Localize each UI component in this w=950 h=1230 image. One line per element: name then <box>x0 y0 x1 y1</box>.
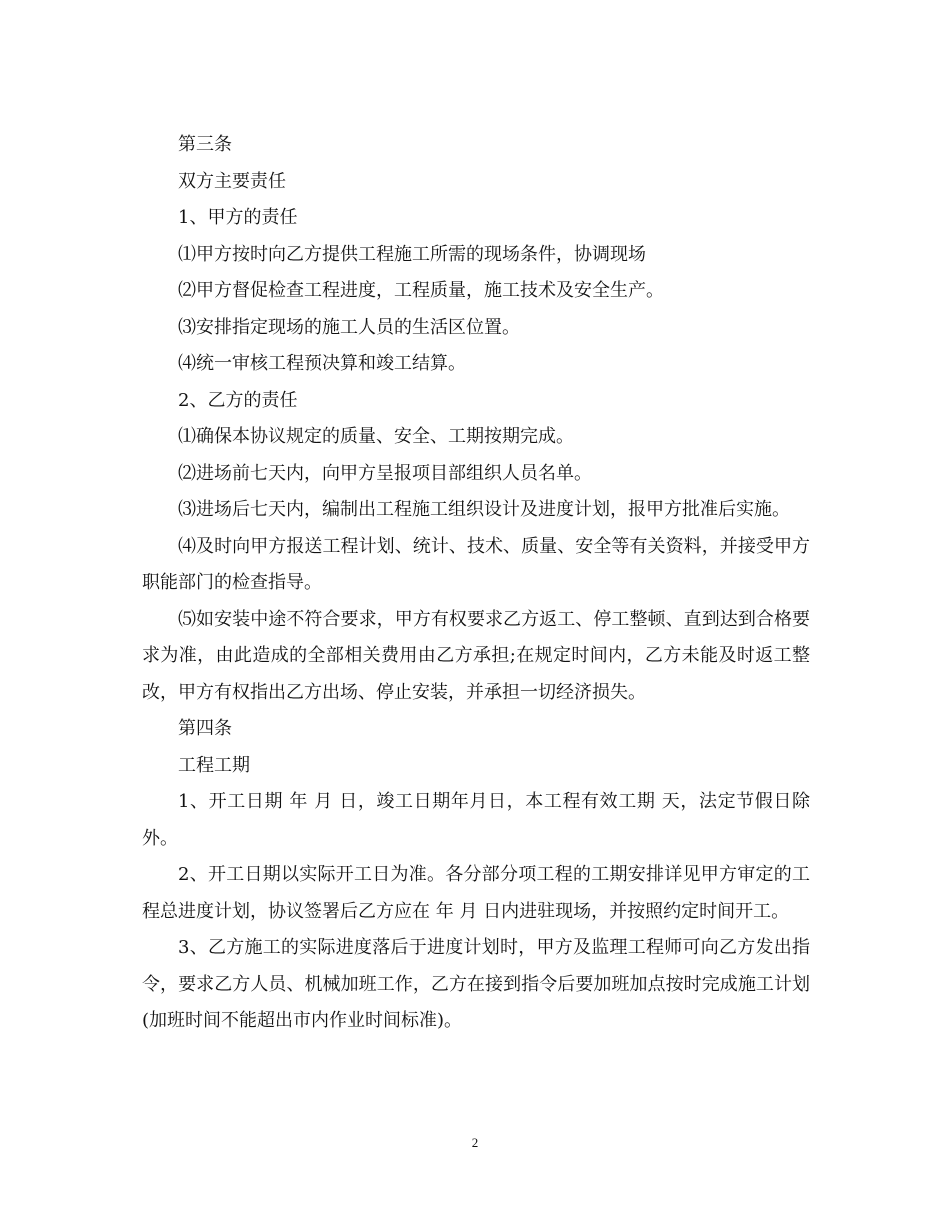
clause-paragraph: 3、乙方施工的实际进度落后于进度计划时，甲方及监理工程师可向乙方发出指令，要求乙方人员、机械加班工作，乙方在接到指令后要加班加点按时完成施工计划(加班时间不能超出市内作业时间标准)。 <box>142 937 810 1031</box>
section-title: 双方主要责任 <box>178 170 286 192</box>
clause-paragraph: ⑸如安装中途不符合要求，甲方有权要求乙方返工、停工整顿、直到达到合格要求为准，由此造成的全部相关费用由乙方承担;在规定时间内，乙方未能及时返工整改，甲方有权指出乙方出场、停止安装，并承担一切经济损失。 <box>142 608 810 703</box>
clause-paragraph: ⑵进场前七天内，向甲方呈报项目部组织人员名单。 <box>178 462 592 484</box>
page-number: 2 <box>471 1135 479 1150</box>
clause-paragraph: 1、开工日期 年 月 日，竣工日期年月日，本工程有效工期 天，法定节假日除外。 <box>142 791 810 849</box>
document-body <box>142 127 810 1040</box>
section-title: 工程工期 <box>178 754 250 776</box>
article-heading: 第四条 <box>178 718 232 739</box>
clause-paragraph: ⑶安排指定现场的施工人员的生活区位置。 <box>178 316 520 338</box>
clause-paragraph: 2、开工日期以实际开工日为准。各分部分项工程的工期安排详见甲方审定的工程总进度计划，协议签署后乙方应在 年 月 日内进驻现场，并按照约定时间开工。 <box>142 864 810 922</box>
clause-paragraph: ⑶进场后七天内，编制出工程施工组织设计及进度计划，报甲方批准后实施。 <box>178 499 790 520</box>
clause-paragraph: ⑴确保本协议规定的质量、安全、工期按期完成。 <box>178 426 574 447</box>
article-heading: 第三条 <box>178 134 232 155</box>
clause-paragraph: ⑷统一审核工程预决算和竣工结算。 <box>178 353 466 374</box>
subsection-heading: 1、甲方的责任 <box>178 207 298 228</box>
clause-paragraph: ⑷及时向甲方报送工程计划、统计、技术、质量、安全等有关资料，并接受甲方职能部门的检查指导。 <box>142 535 810 593</box>
subsection-heading: 2、乙方的责任 <box>178 389 298 411</box>
clause-paragraph: ⑴甲方按时向乙方提供工程施工所需的现场条件，协调现场 <box>178 243 646 265</box>
clause-paragraph: ⑵甲方督促检查工程进度，工程质量，施工技术及安全生产。 <box>178 280 664 301</box>
